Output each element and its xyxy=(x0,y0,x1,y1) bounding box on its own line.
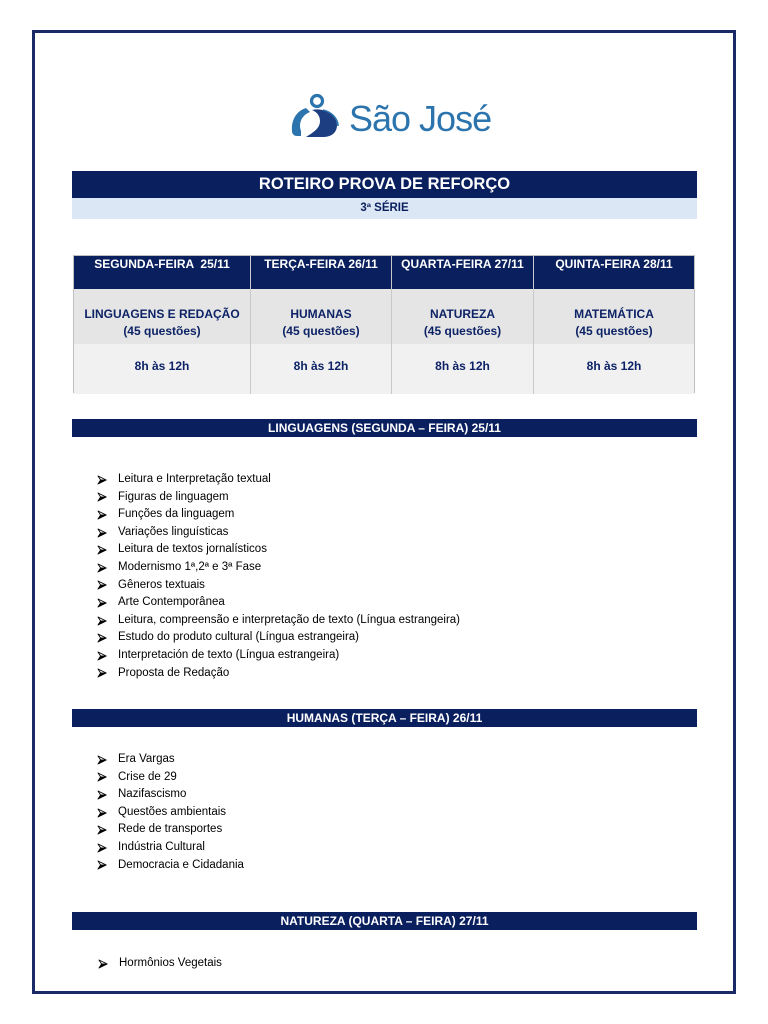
arrow-bullet-icon xyxy=(97,492,118,502)
question-count: (45 questões) xyxy=(575,324,653,338)
list-item-text: Era Vargas xyxy=(118,753,175,765)
arrow-bullet-icon xyxy=(97,510,118,520)
arrow-bullet-icon xyxy=(97,563,118,573)
subject-name: HUMANAS xyxy=(290,307,352,321)
list-item-text: Indústria Cultural xyxy=(118,840,205,853)
section-title: NATUREZA (QUARTA – FEIRA) 27/11 xyxy=(72,912,697,930)
time-cell: 8h às 12h xyxy=(74,344,251,394)
arrow-bullet-icon xyxy=(97,528,118,538)
section-title: LINGUAGENS (SEGUNDA – FEIRA) 25/11 xyxy=(72,419,697,437)
subject-cell xyxy=(74,289,251,344)
list-item xyxy=(97,786,244,804)
list-item xyxy=(97,804,244,822)
arrow-bullet-icon xyxy=(97,808,118,818)
section-title: HUMANAS (TERÇA – FEIRA) 26/11 xyxy=(72,709,697,727)
subject-cell xyxy=(534,289,694,344)
list-item xyxy=(97,577,460,595)
list-item-text: Modernismo 1ª,2ª e 3ª Fase xyxy=(118,560,262,573)
time-cell: 8h às 12h xyxy=(251,344,392,394)
list-item xyxy=(97,541,460,559)
list-item-text: Democracia e Cidadania xyxy=(118,858,244,871)
list-item-text: Funções da linguagem xyxy=(118,508,235,521)
list-item-text: Questões ambientais xyxy=(118,805,227,818)
list-item-text: Variações linguísticas xyxy=(118,525,229,538)
list-item xyxy=(97,559,460,577)
list-item-text: Figuras de linguagem xyxy=(118,490,229,503)
list-item-text: Leitura, compreensão e interpretação de texto (Língua estrangeira) xyxy=(118,613,461,626)
list-item-text: Leitura de textos jornalísticos xyxy=(118,543,267,556)
list-item-text: Interpretación de texto (Língua estrangeira) xyxy=(118,648,340,661)
list-item xyxy=(97,489,460,507)
arrow-bullet-icon xyxy=(97,545,118,555)
logo-icon xyxy=(290,93,340,139)
list-item xyxy=(97,647,460,665)
day-header: QUINTA-FEIRA 28/11 xyxy=(534,256,694,289)
list-item xyxy=(97,821,244,839)
arrow-bullet-icon xyxy=(97,616,118,626)
arrow-bullet-icon xyxy=(97,825,118,835)
list-item xyxy=(97,769,244,787)
list-item xyxy=(97,839,244,857)
time-cell: 8h às 12h xyxy=(392,344,534,394)
subject-cell xyxy=(251,289,392,344)
arrow-bullet-icon xyxy=(97,651,118,661)
arrow-bullet-icon xyxy=(97,580,118,590)
list-item xyxy=(97,665,460,683)
topic-list xyxy=(97,471,460,682)
day-header: TERÇA-FEIRA 26/11 xyxy=(251,256,392,289)
list-item-text: Crise de 29 xyxy=(118,770,177,783)
subject-cell xyxy=(392,289,534,344)
question-count: (45 questões) xyxy=(123,324,201,338)
schedule-table xyxy=(73,255,695,393)
topic-list xyxy=(97,751,244,874)
list-item-text: Gêneros textuais xyxy=(118,578,205,591)
arrow-bullet-icon xyxy=(97,755,118,765)
list-item-text: Hormônios Vegetais xyxy=(119,957,222,969)
list-item xyxy=(97,471,460,489)
topic-list xyxy=(98,955,222,973)
list-item xyxy=(97,612,460,630)
arrow-bullet-icon xyxy=(98,959,119,969)
arrow-bullet-icon xyxy=(97,843,118,853)
day-header: QUARTA-FEIRA 27/11 xyxy=(392,256,534,289)
logo-text: São José xyxy=(349,98,492,139)
list-item xyxy=(97,594,460,612)
day-header: SEGUNDA-FEIRA 25/11 xyxy=(74,256,251,289)
question-count: (45 questões) xyxy=(423,324,502,338)
page-subtitle: 3ª SÉRIE xyxy=(72,198,697,219)
list-item-text: Leitura e Interpretação textual xyxy=(118,473,271,485)
subject-name: NATUREZA xyxy=(429,307,496,321)
list-item xyxy=(97,857,244,875)
arrow-bullet-icon xyxy=(97,598,118,608)
list-item xyxy=(98,955,222,973)
page-title: ROTEIRO PROVA DE REFORÇO xyxy=(72,171,697,198)
list-item xyxy=(97,751,244,769)
time-cell: 8h às 12h xyxy=(534,344,694,394)
question-count: (45 questões) xyxy=(282,324,360,338)
list-item-text: Estudo do produto cultural (Língua estrangeira) xyxy=(118,631,360,644)
arrow-bullet-icon xyxy=(97,475,118,485)
list-item xyxy=(97,629,460,647)
list-item-text: Arte Contemporânea xyxy=(118,596,225,609)
arrow-bullet-icon xyxy=(97,633,118,643)
subject-name: MATEMÁTICA xyxy=(574,307,654,321)
list-item-text: Rede de transportes xyxy=(118,823,223,836)
list-item xyxy=(97,506,460,524)
list-item-text: Nazifascismo xyxy=(118,788,187,801)
list-item-text: Proposta de Redação xyxy=(118,666,230,679)
subject-name: LINGUAGENS E REDAÇÃO xyxy=(84,307,240,321)
arrow-bullet-icon xyxy=(97,772,118,782)
arrow-bullet-icon xyxy=(97,790,118,800)
arrow-bullet-icon xyxy=(97,860,118,870)
list-item xyxy=(97,524,460,542)
arrow-bullet-icon xyxy=(97,668,118,678)
